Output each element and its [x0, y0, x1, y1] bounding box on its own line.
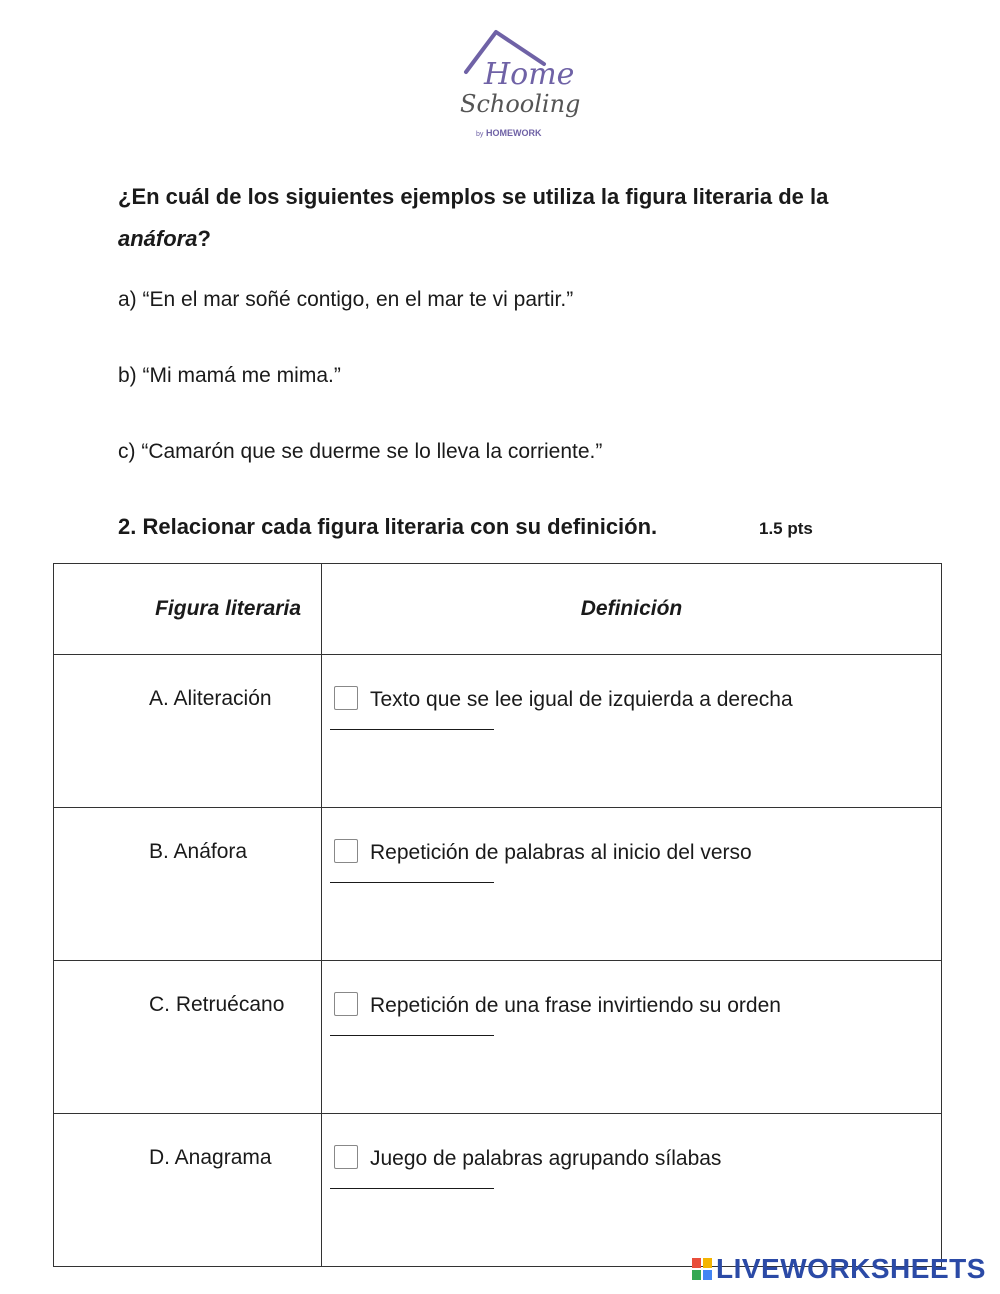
logo-home-text: Home: [484, 57, 575, 92]
definition-cell: [322, 961, 942, 1114]
definition-text: Texto que se lee igual de izquierda a derecha: [370, 688, 793, 711]
answer-blank[interactable]: [330, 1023, 494, 1036]
figure-cell: D. Anagrama: [54, 1114, 322, 1267]
definition-cell: [322, 1114, 942, 1267]
definition-text: Repetición de palabras al inicio del verso: [370, 841, 752, 864]
points-label: 1.5 pts: [759, 519, 813, 538]
matching-table: [53, 563, 942, 1267]
answer-checkbox[interactable]: [334, 839, 358, 863]
question-1-end: ?: [197, 226, 211, 251]
logo-by-text: by: [476, 131, 484, 138]
question-1-emphasis: anáfora: [118, 226, 198, 251]
answer-blank[interactable]: [330, 870, 494, 883]
figure-cell: B. Anáfora: [54, 808, 322, 961]
logo-schooling-text: Schooling: [460, 90, 580, 118]
figure-cell: C. Retruécano: [54, 961, 322, 1114]
option-b: b) “Mi mamá me mima.”: [118, 364, 341, 387]
homeschooling-logo: [456, 26, 580, 142]
liveworksheets-icon: [692, 1258, 712, 1280]
table-row: [54, 961, 942, 1114]
table-row: [54, 808, 942, 961]
question-1: [118, 176, 918, 260]
table-header-row: [54, 564, 942, 655]
question-1-text: ¿En cuál de los siguientes ejemplos se utiliza la figura literaria de la: [118, 184, 829, 209]
question-2-title: 2. Relacionar cada figura literaria con su definición.: [118, 514, 658, 539]
definition-text: Juego de palabras agrupando sílabas: [370, 1147, 722, 1170]
table-row: [54, 1114, 942, 1267]
definition-cell: [322, 808, 942, 961]
answer-checkbox[interactable]: [334, 992, 358, 1016]
definition-text: Repetición de una frase invirtiendo su orden: [370, 994, 781, 1017]
logo-brand-text: HOMEWORK: [486, 128, 542, 138]
answer-checkbox[interactable]: [334, 686, 358, 710]
option-c: c) “Camarón que se duerme se lo lleva la corriente.”: [118, 440, 603, 463]
definition-cell: [322, 655, 942, 808]
answer-blank[interactable]: [330, 717, 494, 730]
table-row: [54, 655, 942, 808]
answer-checkbox[interactable]: [334, 1145, 358, 1169]
answer-blank[interactable]: [330, 1176, 494, 1189]
figure-cell: A. Aliteración: [54, 655, 322, 808]
option-a: a) “En el mar soñé contigo, en el mar te vi partir.”: [118, 288, 574, 311]
header-definicion: Definición: [322, 564, 942, 655]
liveworksheets-brand: LIVEWORKSHEETS: [716, 1253, 986, 1284]
header-figura: Figura literaria: [54, 564, 322, 655]
